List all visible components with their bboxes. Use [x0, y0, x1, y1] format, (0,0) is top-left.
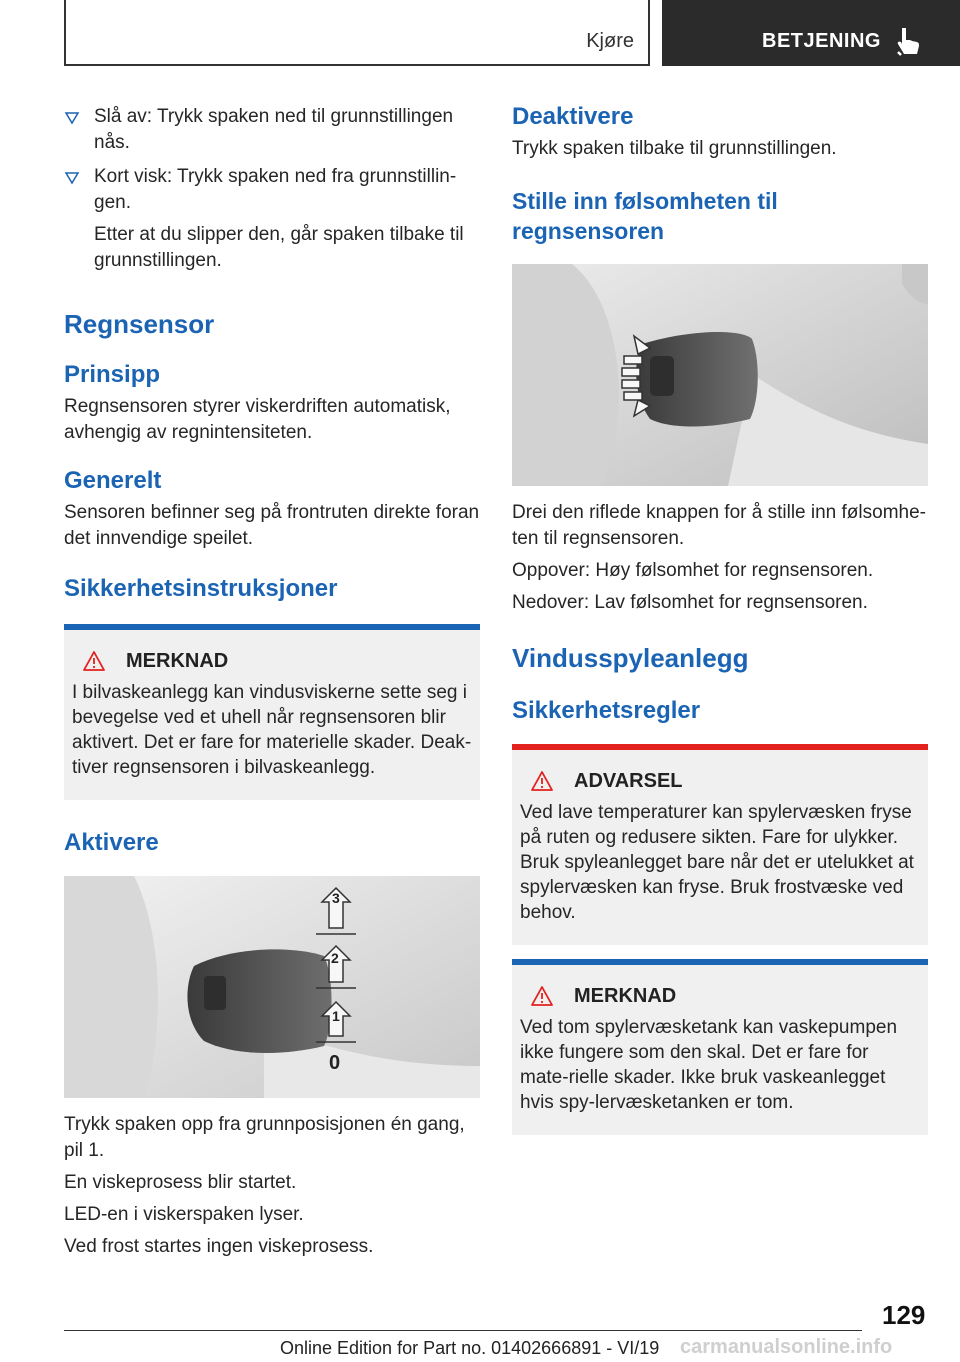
triangle-bullet-icon — [64, 166, 80, 188]
text-deaktivere: Trykk spaken tilbake til grunnstillingen. — [512, 138, 837, 159]
wiper-lever-illustration — [64, 876, 480, 1098]
header-section-box — [64, 0, 650, 66]
footer-edition: Online Edition for Part no. 01402666891 - VI/19 — [280, 1338, 660, 1358]
bullet-note: Etter at du slipper den, går spaken tilbake til grunnstillingen. — [94, 224, 464, 271]
heading-prinsipp: Prinsipp — [64, 361, 161, 388]
heading-sikkerhet: Sikkerhetsinstruksjoner — [64, 575, 338, 602]
heading-stille-inn: Stille inn følsomheten til regnsensoren — [512, 188, 778, 244]
heading-aktivere: Aktivere — [64, 829, 159, 856]
heading-sikkerhetsregler: Sikkerhetsregler — [512, 697, 701, 724]
warning-triangle-icon — [530, 770, 554, 792]
header-section-title: Kjøre — [586, 30, 634, 52]
triangle-bullet-icon — [64, 106, 80, 128]
text-oppover: Oppover: Høy følsomhet for regnsensoren. — [512, 560, 874, 581]
figure-label-2: 2 — [331, 950, 339, 966]
left-column — [64, 100, 480, 1260]
text-start: En viskeprosess blir startet. — [64, 1172, 297, 1193]
sensitivity-knob-illustration — [512, 264, 928, 486]
heading-regnsensor: Regnsensor — [64, 309, 215, 339]
text-nedover: Nedover: Lav følsomhet for regnsensoren. — [512, 592, 868, 613]
text-drei: Drei den riflede knappen for å stille inn følsomhe‐ten til regnsensoren. — [512, 502, 926, 549]
warning-text: Ved lave temperaturer kan spylervæsken fryse på ruten og redusere sikten. Fare for ulykker. Bruk spyleanlegget bare når det er utelukket at spylervæsken kan fryse. Bruk frostvæske ved behov. — [520, 802, 914, 923]
notice-box — [512, 959, 928, 1135]
text-frost: Ved frost startes ingen viskeprosess. — [64, 1236, 374, 1257]
header-chapter-box — [662, 0, 960, 66]
right-column — [512, 100, 928, 1135]
warning-triangle-icon — [530, 985, 554, 1007]
notice-text: I bilvaskeanlegg kan vindusviskerne sette seg i bevegelse ved et uhell når regnsensoren blir aktivert. Det er fare for materielle skader. Deak‐tiver regnsensoren i bilvaskeanlegg. — [72, 682, 472, 778]
heading-generelt: Generelt — [64, 467, 162, 494]
bullet-item: Slå av: Trykk spaken ned til grunnstillingen nås. — [64, 104, 480, 156]
notice-title: MERKNAD — [72, 646, 472, 676]
sensitivity-knob-image — [512, 264, 928, 486]
notice-text: Ved tom spylervæsketank kan vaskepumpen ikke fungere som den skal. Det er fare for mate‐rielle skader. Ikke bruk vaskeanlegget hvis spy‐lervæsketanken er tom. — [520, 1017, 898, 1113]
figure-label-3: 3 — [332, 890, 340, 906]
warning-title: ADVARSEL — [520, 766, 920, 796]
bullet-item: Kort visk: Trykk spaken ned fra grunnstillin‐gen. — [64, 164, 480, 216]
text-prinsipp: Regnsensoren styrer viskerdriften automatisk, avhengig av regnintensiteten. — [64, 396, 451, 443]
heading-vindusspyleanlegg: Vindusspyleanlegg — [512, 643, 749, 673]
warning-box — [512, 744, 928, 945]
header-chapter-title: BETJENING — [762, 30, 881, 52]
notice-title: MERKNAD — [520, 981, 920, 1011]
text-led: LED-en i viskerspaken lyser. — [64, 1204, 304, 1225]
figure-label-1: 1 — [332, 1008, 340, 1024]
heading-deaktivere: Deaktivere — [512, 103, 634, 130]
wiper-lever-image — [64, 876, 480, 1098]
watermark: carmanualsonline.info — [680, 1336, 893, 1358]
text-aktivere: Trykk spaken opp fra grunnposisjonen én gang, pil 1. — [64, 1114, 465, 1161]
hand-pointer-icon — [894, 26, 920, 56]
warning-triangle-icon — [82, 650, 106, 672]
text-generelt: Sensoren befinner seg på frontruten direkte foran det innvendige speilet. — [64, 502, 480, 549]
figure-label-0: 0 — [329, 1052, 341, 1074]
notice-box — [64, 624, 480, 800]
page-number: 129 — [882, 1300, 926, 1330]
footer-divider — [64, 1330, 862, 1331]
